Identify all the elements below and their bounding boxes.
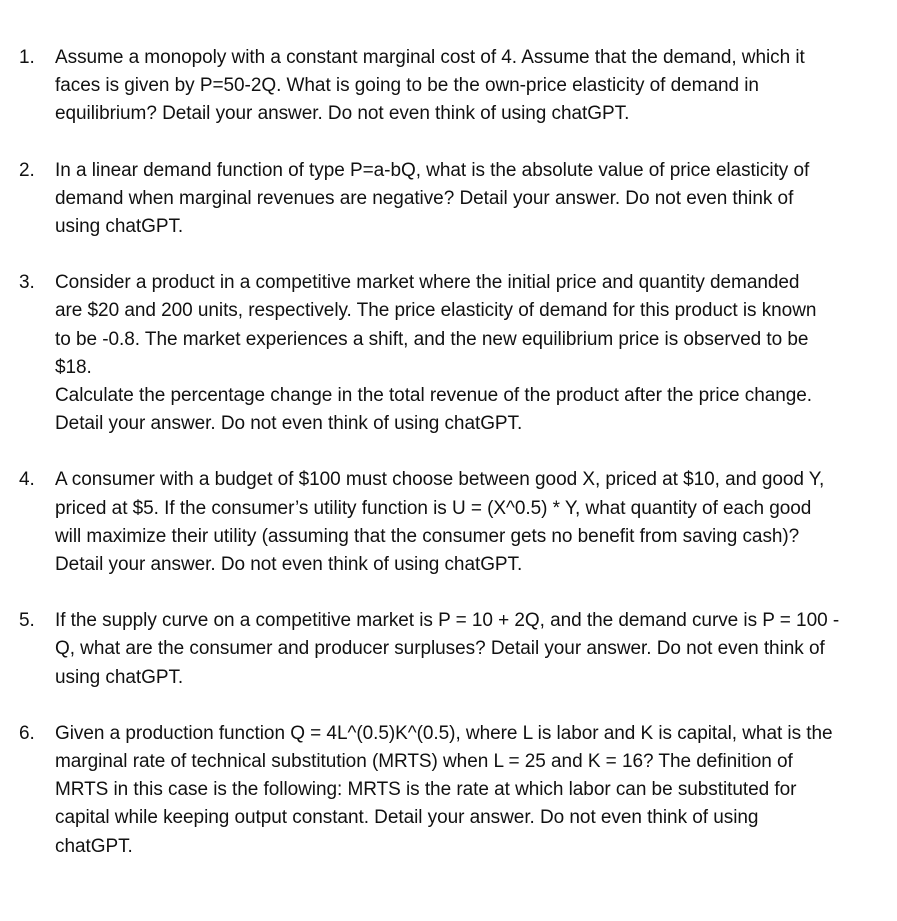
question-text-line: will maximize their utility (assuming that the consumer gets no benefit from saving cash)?: [55, 525, 800, 547]
question-text: [55, 44, 859, 129]
question-text-line: Detail your answer. Do not even think of using chatGPT.: [55, 413, 523, 435]
question-number: 1.: [19, 47, 35, 68]
question-text-line: equilibrium? Detail your answer. Do not even think of using chatGPT.: [55, 103, 630, 125]
question-number: 5.: [19, 610, 35, 632]
question-text-line: MRTS in this case is the following: MRTS is the rate at which labor can be substituted for: [55, 779, 797, 801]
question-text: [55, 720, 859, 861]
question-item: [0, 157, 897, 242]
question-text-line: faces is given by P=50-2Q. What is going to be the own-price elasticity of demand in: [55, 75, 759, 97]
question-text-line: marginal rate of technical substitution (MRTS) when L = 25 and K = 16? The definition of: [55, 751, 793, 773]
question-text: [55, 157, 859, 242]
question-item: [0, 44, 897, 129]
question-text: [55, 466, 859, 579]
question-text-line: Given a production function Q = 4L^(0.5)K^(0.5), where L is labor and K is capital, what is the: [55, 722, 833, 744]
question-text-line: capital while keeping output constant. Detail your answer. Do not even think of using: [55, 807, 759, 829]
question-text-line: Detail your answer. Do not even think of using chatGPT.: [55, 554, 523, 576]
question-text-line: Consider a product in a competitive market where the initial price and quantity demanded: [55, 272, 800, 294]
question-number: 4.: [19, 469, 35, 491]
question-text-line: are $20 and 200 units, respectively. The price elasticity of demand for this product is known: [55, 300, 817, 322]
question-text-line: to be -0.8. The market experiences a shift, and the new equilibrium price is observed to be: [55, 328, 809, 350]
question-text-line: priced at $5. If the consumer’s utility function is U = (X^0.5) * Y, what quantity of each good: [55, 497, 812, 519]
question-text-line: using chatGPT.: [55, 666, 184, 688]
question-text-line: A consumer with a budget of $100 must choose between good X, priced at $10, and good Y,: [55, 469, 825, 491]
question-text-line: $18.: [55, 356, 92, 378]
question-number: 2.: [19, 159, 35, 181]
question-text-line: If the supply curve on a competitive market is P = 10 + 2Q, and the demand curve is P = 100 -: [55, 610, 840, 632]
question-text-line: using chatGPT.: [55, 216, 184, 238]
question-number: 6.: [19, 722, 35, 744]
question-list: [0, 44, 897, 861]
question-text-line: Assume a monopoly with a constant marginal cost of 4. Assume that the demand, which it: [55, 47, 805, 68]
question-text-line: Calculate the percentage change in the total revenue of the product after the price change.: [55, 385, 813, 407]
question-text-line: demand when marginal revenues are negative? Detail your answer. Do not even think of: [55, 187, 794, 209]
question-text-line: In a linear demand function of type P=a-bQ, what is the absolute value of price elasticity of: [55, 159, 810, 181]
question-text: [55, 269, 859, 438]
question-text-line: Q, what are the consumer and producer surpluses? Detail your answer. Do not even think of: [55, 638, 825, 660]
question-item: [0, 466, 897, 579]
question-item: [0, 269, 897, 438]
question-number: 3.: [19, 272, 35, 294]
question-text-line: chatGPT.: [55, 835, 133, 857]
question-item: [0, 720, 897, 861]
question-item: [0, 607, 897, 692]
question-text: [55, 607, 859, 692]
